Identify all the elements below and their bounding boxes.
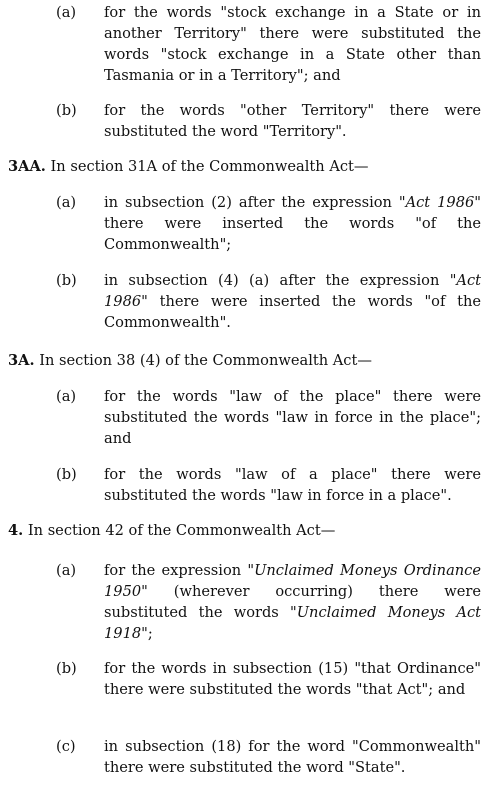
paragraph-label: (b) (56, 102, 77, 119)
text-run: in subsection (4) (a) after the expression " (104, 272, 457, 289)
text-run: " there were inserted the words "of the Commonwealth". (104, 293, 481, 331)
paragraph-label: (a) (56, 562, 77, 579)
paragraph-label: (a) (56, 4, 77, 21)
paragraph-4-b (56, 658, 481, 700)
italic-text-run: Unclaimed Moneys Ordinance 1950 (104, 562, 481, 600)
section-number: 4. (8, 522, 24, 539)
text-run: " (wherever occurring) there were substituted the words " (104, 583, 481, 621)
text-run: in subsection (18) for the word "Commonwealth" there were substituted the word "State". (104, 738, 481, 776)
paragraph-label: (b) (56, 272, 77, 289)
paragraph-text (104, 658, 481, 700)
paragraph-3-b (56, 100, 481, 142)
text-run: for the words "law of the place" there were substituted the words "law in force in the place"; and (104, 388, 481, 447)
text-run: for the words "law of a place" there were substituted the words "law in force in a place". (104, 466, 481, 504)
paragraph-3A-b (56, 464, 481, 506)
text-run: in subsection (2) after the expression " (104, 194, 406, 211)
text-run: "; (141, 625, 153, 642)
italic-text-run: Unclaimed Moneys Act 1918 (104, 604, 482, 642)
text-run: for the expression " (104, 562, 255, 579)
paragraph-label: (a) (56, 194, 77, 211)
paragraph-text (104, 100, 481, 142)
paragraph-text (104, 736, 481, 778)
paragraph-label: (a) (56, 388, 77, 405)
section-heading-text: In section 31A of the Commonwealth Act— (50, 158, 369, 175)
paragraph-text (104, 464, 481, 506)
italic-text-run: Act 1986 (405, 194, 475, 211)
section-3A-heading (8, 350, 481, 371)
section-heading-text: In section 38 (4) of the Commonwealth Act— (39, 352, 372, 369)
text-run: for the words "stock exchange in a State or in another Territory" there were substituted the words "stock exchange in a State other than Tasmania or in a Territory"; and (104, 4, 481, 84)
paragraph-3AA-b (56, 270, 481, 333)
paragraph-4-c (56, 736, 481, 778)
text-run: " there were inserted the words "of the Commonwealth"; (104, 194, 481, 253)
section-4-heading (8, 520, 481, 541)
section-number: 3AA. (8, 158, 46, 175)
paragraph-label: (b) (56, 466, 77, 483)
section-number: 3A. (8, 352, 35, 369)
paragraph-text (104, 560, 481, 644)
italic-text-run: Act 1986 (104, 272, 481, 310)
paragraph-label: (b) (56, 660, 77, 677)
text-run: for the words "other Territory" there were substituted the word "Territory". (104, 102, 481, 140)
paragraph-text (104, 386, 481, 449)
paragraph-text (104, 2, 481, 86)
paragraph-3AA-a (56, 192, 481, 255)
paragraph-label: (c) (56, 738, 76, 755)
paragraph-text (104, 192, 481, 255)
paragraph-4-a (56, 560, 481, 644)
text-run: for the words in subsection (15) "that Ordinance" there were substituted the words "that Act"; and (104, 660, 481, 698)
paragraph-3A-a (56, 386, 481, 449)
section-3AA-heading (8, 156, 481, 177)
paragraph-text (104, 270, 481, 333)
paragraph-3-a (56, 2, 481, 86)
section-heading-text: In section 42 of the Commonwealth Act— (27, 522, 336, 539)
